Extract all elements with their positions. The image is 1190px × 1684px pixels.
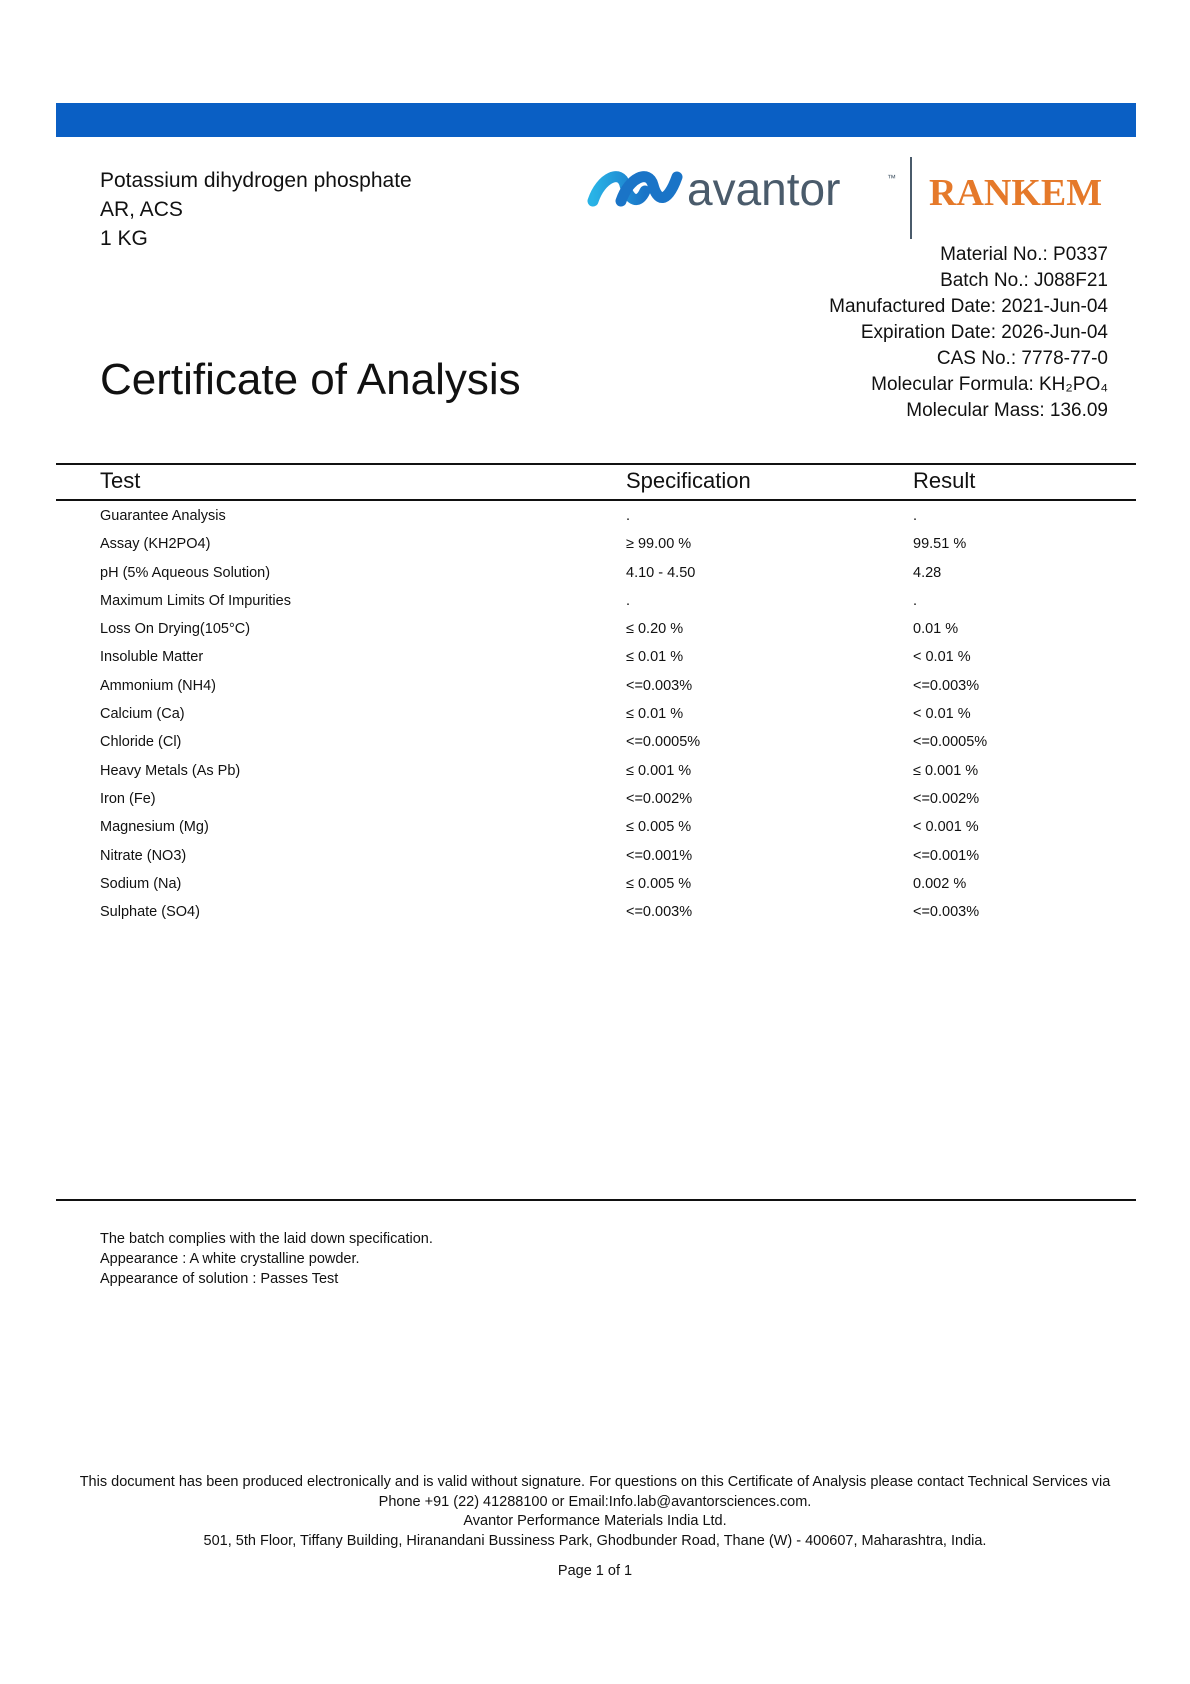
specification-value: <=0.002% bbox=[626, 790, 693, 807]
test-name: Loss On Drying(105°C) bbox=[100, 621, 251, 638]
result-value: ≤ 0.001 % bbox=[913, 762, 979, 779]
remarks bbox=[100, 1229, 433, 1289]
test-name: Sulphate (SO4) bbox=[100, 904, 200, 921]
test-name: Guarantee Analysis bbox=[100, 508, 226, 524]
table-row bbox=[0, 846, 1190, 874]
table-row bbox=[0, 647, 1190, 675]
product-pack: 1 KG bbox=[100, 227, 148, 250]
test-name: Calcium (Ca) bbox=[100, 706, 185, 723]
specification-value: 4.10 - 4.50 bbox=[626, 564, 696, 581]
test-name: Nitrate (NO3) bbox=[100, 847, 187, 864]
footer-contact: Phone +91 (22) 41288100 or Email:Info.lab@avantorsciences.com. bbox=[378, 1493, 812, 1510]
specification-value: ≤ 0.005 % bbox=[626, 875, 692, 892]
specification-value: . bbox=[626, 592, 631, 609]
remark-compliance: The batch complies with the laid down specification. bbox=[100, 1231, 433, 1247]
specification-value: ≥ 99.00 % bbox=[626, 536, 692, 553]
result-value: 0.01 % bbox=[913, 621, 959, 638]
result-value: <=0.003% bbox=[913, 677, 980, 694]
result-value: . bbox=[913, 592, 918, 609]
table-row bbox=[0, 619, 1190, 647]
result-value: <=0.001% bbox=[913, 847, 980, 864]
result-value: < 0.01 % bbox=[913, 649, 971, 666]
specification-value: ≤ 0.001 % bbox=[626, 762, 692, 779]
material-number: Material No.: P0337 bbox=[940, 244, 1108, 265]
table-row bbox=[0, 732, 1190, 760]
footer-line-1: This document has been produced electronically and is valid without signature. For questions on this Certificate of Analysis please contact Technical Services via bbox=[79, 1474, 1111, 1490]
table-row bbox=[0, 874, 1190, 902]
header-result: Result bbox=[913, 468, 976, 493]
header-specification: Specification bbox=[626, 468, 751, 493]
molecular-formula: Molecular Formula: KH₂PO₄ bbox=[871, 374, 1108, 395]
product-info bbox=[100, 166, 412, 253]
test-name: Assay (KH2PO4) bbox=[100, 536, 211, 553]
material-metadata bbox=[829, 242, 1108, 424]
footer-address: 501, 5th Floor, Tiffany Building, Hiranandani Bussiness Park, Ghodbunder Road, Thane (W) - 400607, Maharashtra, India. bbox=[203, 1532, 987, 1549]
specification-value: ≤ 0.01 % bbox=[626, 649, 684, 666]
batch-number: Batch No.: J088F21 bbox=[940, 270, 1108, 291]
footer-disclaimer bbox=[60, 1473, 1130, 1551]
table-row bbox=[0, 704, 1190, 732]
result-value: . bbox=[913, 508, 918, 524]
result-value: <=0.002% bbox=[913, 790, 980, 807]
result-value: 99.51 % bbox=[913, 536, 967, 553]
specification-value: . bbox=[626, 508, 631, 524]
table-row bbox=[0, 591, 1190, 619]
document-title: Certificate of Analysis bbox=[100, 355, 521, 404]
cas-number: CAS No.: 7778-77-0 bbox=[936, 348, 1108, 369]
logo-divider bbox=[910, 157, 912, 239]
table-row bbox=[0, 902, 1190, 930]
table-row bbox=[0, 761, 1190, 789]
result-value: <=0.003% bbox=[913, 904, 980, 921]
table-row bbox=[0, 563, 1190, 591]
table-bottom-rule bbox=[56, 1199, 1136, 1201]
test-name: Insoluble Matter bbox=[100, 649, 204, 666]
remark-appearance: Appearance : A white crystalline powder. bbox=[100, 1251, 360, 1267]
result-value: <=0.0005% bbox=[913, 734, 988, 751]
table-row bbox=[0, 506, 1190, 534]
table-row bbox=[0, 789, 1190, 817]
specification-value: <=0.003% bbox=[626, 904, 693, 921]
product-name: Potassium dihydrogen phosphate bbox=[100, 169, 412, 192]
top-color-bar bbox=[56, 103, 1136, 137]
header-test: Test bbox=[100, 468, 141, 493]
specification-value: <=0.003% bbox=[626, 677, 693, 694]
test-name: Sodium (Na) bbox=[100, 875, 182, 892]
specification-value: ≤ 0.01 % bbox=[626, 706, 684, 723]
test-name: Magnesium (Mg) bbox=[100, 819, 209, 836]
test-name: Ammonium (NH4) bbox=[100, 677, 217, 694]
avantor-rankem-logo bbox=[585, 155, 1105, 241]
result-value: 4.28 bbox=[913, 564, 942, 581]
test-name: Maximum Limits Of Impurities bbox=[100, 592, 291, 609]
table-top-rule bbox=[56, 463, 1136, 465]
trademark-symbol: ™ bbox=[887, 173, 896, 183]
result-value: < 0.01 % bbox=[913, 706, 971, 723]
expiration-date: Expiration Date: 2026-Jun-04 bbox=[860, 322, 1108, 343]
footer-company: Avantor Performance Materials India Ltd. bbox=[463, 1513, 727, 1530]
test-name: pH (5% Aqueous Solution) bbox=[100, 564, 271, 581]
result-value: 0.002 % bbox=[913, 875, 967, 892]
table-row bbox=[0, 534, 1190, 562]
rankem-wordmark: RANKEM bbox=[929, 172, 1103, 214]
analysis-table-body bbox=[0, 506, 1190, 930]
manufactured-date: Manufactured Date: 2021-Jun-04 bbox=[829, 296, 1108, 317]
table-row bbox=[0, 676, 1190, 704]
table-header-rule bbox=[56, 499, 1136, 501]
table-row bbox=[0, 817, 1190, 845]
test-name: Heavy Metals (As Pb) bbox=[100, 762, 241, 779]
page-number: Page 1 of 1 bbox=[557, 1563, 633, 1579]
molecular-mass: Molecular Mass: 136.09 bbox=[906, 400, 1108, 421]
test-name: Iron (Fe) bbox=[100, 790, 156, 807]
result-value: < 0.001 % bbox=[913, 819, 979, 836]
specification-value: ≤ 0.20 % bbox=[626, 621, 684, 638]
specification-value: <=0.0005% bbox=[626, 734, 701, 751]
avantor-swirl-icon bbox=[593, 177, 677, 201]
specification-value: <=0.001% bbox=[626, 847, 693, 864]
remark-solution: Appearance of solution : Passes Test bbox=[100, 1271, 339, 1287]
product-grade: AR, ACS bbox=[100, 198, 183, 221]
avantor-wordmark: avantor bbox=[687, 163, 841, 215]
specification-value: ≤ 0.005 % bbox=[626, 819, 692, 836]
test-name: Chloride (Cl) bbox=[100, 734, 182, 751]
